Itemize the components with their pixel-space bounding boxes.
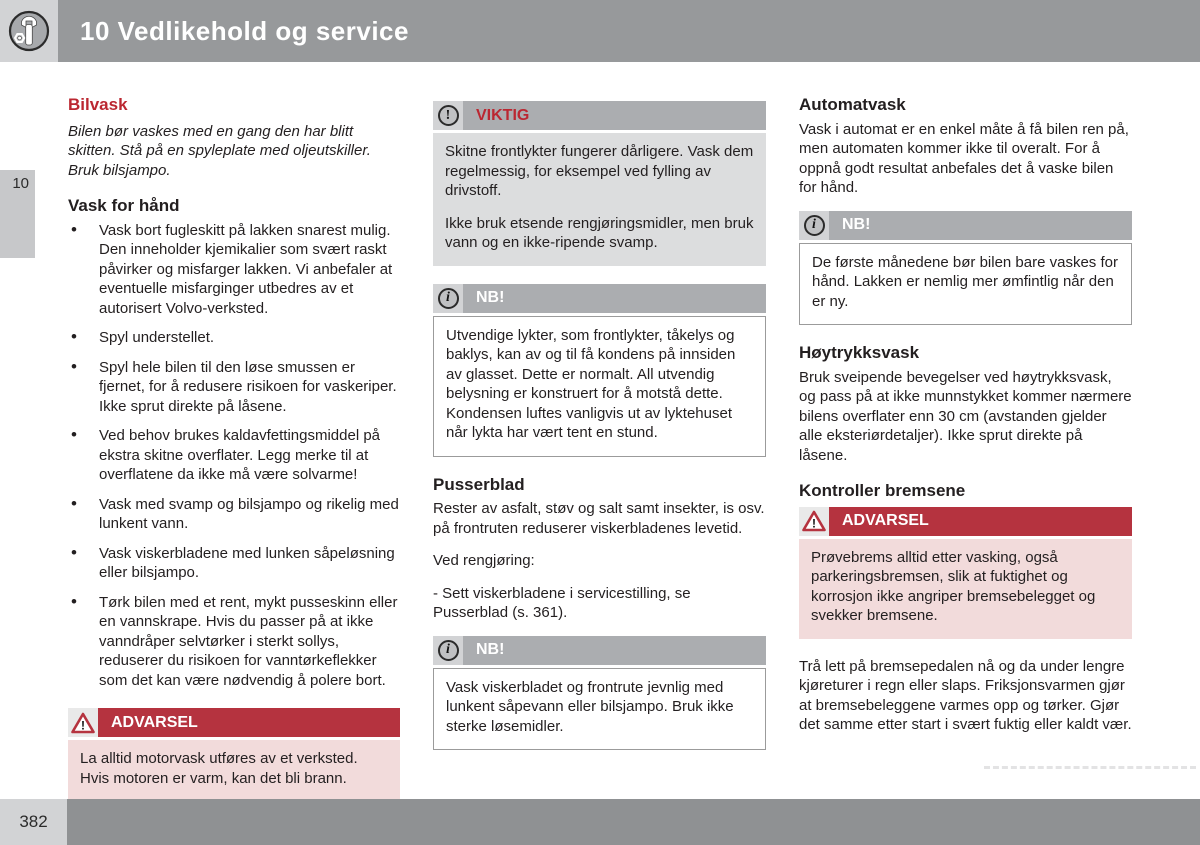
note-box-body <box>799 243 1132 326</box>
list-item: • Vask med svamp og bilsjampo og rikelig med lunkent vann. <box>68 495 400 534</box>
note-box-body <box>433 316 766 457</box>
warning-box-header <box>68 708 400 737</box>
warning-triangle-icon <box>68 708 98 737</box>
important-box-title: VIKTIG <box>463 101 766 130</box>
note-box-header <box>433 636 766 665</box>
automatvask-text: Vask i automat er en enkel måte å få bilen ren på, men automaten kommer ikke til overalt. For å oppnå godt resultat anbefales det å vaske bilen for hånd. <box>799 120 1129 196</box>
note-text: Utvendige lykter, som frontlykter, tåkelys og baklys, kan av og til få kondens på innsiden av glasset. Dette er normalt. All utvendig belysning er konstruert for å motstå dette. Kondensen luftes vanligvis ut av lyktehuset når lykta har vært tent en stund. <box>446 326 736 441</box>
column-left <box>68 95 400 819</box>
warning-box-title: ADVARSEL <box>98 708 400 737</box>
note-box-kondens <box>433 284 766 457</box>
page-footer <box>0 799 1200 845</box>
hoytrykksvask-text: Bruk sveipende bevegelser ved høytrykksvask, og pass på at ikke munnstykket kommer nærmere bilens overflater enn 30 cm (avstanden gjelder alle eksteriørdetaljer). Ikke sprut direkte på låsene. <box>799 368 1132 464</box>
list-item: • Ved behov brukes kaldavfettingsmiddel på ekstra skitne overflater. Legg merke til at overflatene da ikke må være solvarme! <box>68 426 400 485</box>
footer-dotted-line <box>984 766 1196 769</box>
warning-box-title: ADVARSEL <box>829 507 1132 536</box>
handwash-bullet-list <box>68 221 400 691</box>
subsection-title-vask-for-hand: Vask for hånd <box>68 196 180 215</box>
pusserblad-text: - Sett viskerbladene i servicestilling, se Pusserblad (s. 361). <box>433 584 691 621</box>
important-text: Ikke bruk etsende rengjøringsmidler, men bruk vann og en ikke-ripende svamp. <box>445 214 754 251</box>
note-box-body <box>433 668 766 751</box>
important-box-frontlykter <box>433 101 766 266</box>
bilvask-intro: Bilen bør vaskes med en gang den har blitt skitten. Stå på en spyleplate med oljeutskiller. Bruk bilsjampo. <box>68 122 371 179</box>
page-number: 382 <box>0 799 67 845</box>
footer-bar <box>67 799 1200 845</box>
note-box-header <box>799 211 1132 240</box>
warning-box-motorvask <box>68 708 400 801</box>
warning-box-body <box>68 740 400 801</box>
note-text: Vask viskerbladet og frontrute jevnlig med lunkent såpevann eller bilsjampo. Bruk ikke sterke løsemidler. <box>446 678 734 735</box>
pusserblad-text: Rester av asfalt, støv og salt samt insekter, is osv. på frontruten reduserer viskerbladenes levetid. <box>433 500 765 537</box>
page-content <box>68 95 1133 819</box>
svg-text:!: ! <box>812 516 816 531</box>
column-middle <box>433 95 766 819</box>
important-text: Skitne frontlykter fungerer dårligere. Vask dem regelmessig, for eksempel ved fylling av drivstoff. <box>445 143 754 199</box>
note-box-title: NB! <box>463 284 766 313</box>
svg-text:!: ! <box>81 718 85 732</box>
warning-text: Prøvebrems alltid etter vasking, også parkeringsbremsen, slik at fuktighet og korrosjon ikke angriper bremsebelegget og svekker bremsene. <box>811 548 1096 624</box>
chapter-title: 10 Vedlikehold og service <box>80 15 409 46</box>
section-title-bilvask: Bilvask <box>68 95 128 114</box>
chapter-tab <box>0 170 35 258</box>
warning-box-header <box>799 507 1132 536</box>
warning-triangle-icon <box>799 507 829 536</box>
section-title-pusserblad: Pusserblad <box>433 474 525 494</box>
list-item: • Vask viskerbladene med lunken såpeløsning eller bilsjampo. <box>68 544 400 583</box>
section-title-hoytrykksvask: Høytrykksvask <box>799 343 920 362</box>
important-box-body <box>433 133 766 266</box>
list-item: • Tørk bilen med et rent, mykt pusseskinn eller en vannskrape. Hvis du passer på at ikke vanndråper selvtørker i sterkt sollys, reduserer du risikoen for vanntørkeflekker som det kan være nødvendig å polere bort. <box>68 593 400 691</box>
exclamation-circle-icon: ! <box>433 101 463 130</box>
bremser-text: Trå lett på bremsepedalen nå og da under lengre kjøreturer i regn eller slaps. Friksjonsvarmen gjør at bremsebeleggene varmes opp og tørker. Gjør det samme etter start i svært fuktig eller kaldt vær. <box>799 657 1132 733</box>
note-box-header <box>433 284 766 313</box>
chapter-header <box>0 0 1200 62</box>
column-right <box>799 95 1132 819</box>
list-item: • Spyl understellet. <box>68 328 400 348</box>
pusserblad-text: Ved rengjøring: <box>433 552 535 569</box>
warning-box-body <box>799 539 1132 639</box>
list-item: • Vask bort fugleskitt på lakken snarest mulig. Den inneholder kjemikalier som svært raskt påvirker og misfarger lakken. Vi anbefaler at eventuelle misfarginger utbedres av et autorisert Volvo-verksted. <box>68 221 400 319</box>
note-box-nybil <box>799 211 1132 326</box>
warning-text: La alltid motorvask utføres av et verksted. Hvis motoren er varm, kan det bli brann. <box>80 750 358 787</box>
note-box-title: NB! <box>463 636 766 665</box>
chapter-tab-label: 10 <box>12 175 29 192</box>
wrench-icon <box>0 0 58 62</box>
info-circle-icon: i <box>433 284 463 313</box>
important-box-header <box>433 101 766 130</box>
note-box-viskerblad <box>433 636 766 751</box>
section-title-kontroller-bremsene: Kontroller bremsene <box>799 481 966 500</box>
note-text: De første månedene bør bilen bare vaskes for hånd. Lakken er nemlig mer ømfintlig når den er ny. <box>812 253 1118 310</box>
info-circle-icon: i <box>799 211 829 240</box>
list-item: • Spyl hele bilen til den løse smussen er fjernet, for å redusere risikoen for vaskeriper. Ikke sprut direkte på låsene. <box>68 358 400 417</box>
warning-box-bremser <box>799 507 1132 639</box>
info-circle-icon: i <box>433 636 463 665</box>
note-box-title: NB! <box>829 211 1132 240</box>
section-title-automatvask: Automatvask <box>799 95 906 114</box>
